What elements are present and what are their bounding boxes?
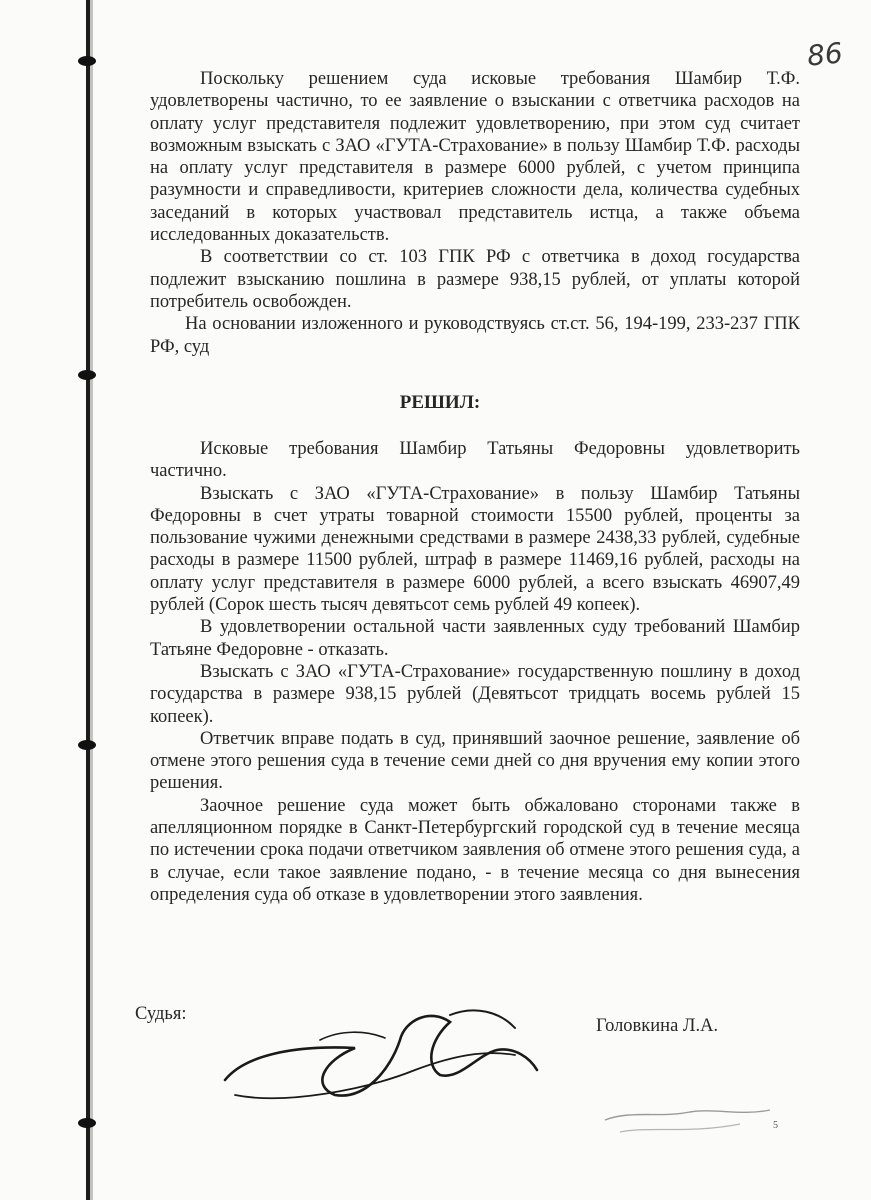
- page-number: 5: [773, 1120, 778, 1131]
- judge-name: Головкина Л.А.: [596, 1016, 719, 1036]
- paragraph: Взыскать с ЗАО «ГУТА-Страхование» государственную пошлину в доход государства в размере 938,15 рублей (Девятьсот тридцать восемь рублей 15 копеек).: [150, 661, 800, 727]
- signature-label: Судья:: [135, 1004, 187, 1024]
- paragraph: На основании изложенного и руководствуясь ст.ст. 56, 194-199, 233-237 ГПК РФ, суд: [150, 314, 800, 357]
- paragraph: Заочное решение суда может быть обжаловано сторонами также в апелляционном порядке в Санкт-Петербургский городской суд в течение месяца по истечении срока подачи ответчиком заявления об отмене этого решения суда, а в случае, если такое заявление подано, - в течение месяца со дня вынесения определения суда об отказе в удовлетворении этого заявления.: [150, 795, 800, 905]
- handwritten-signature: [215, 1000, 545, 1130]
- paragraph: Исковые требования Шамбир Татьяны Федоровны удовлетворить частично.: [150, 439, 800, 482]
- paragraph: Взыскать с ЗАО «ГУТА-Страхование» в пользу Шамбир Татьяны Федоровны в счет утраты товарной стоимости 15500 рублей, проценты за пользование чужими денежными средствами в размере 2438,33 рублей, судебные расходы в размере 11500 рублей, штраф в размере 11469,16 рублей, расходы на оплату услуг представителя в размере 6000 рублей, а всего взыскать 46907,49 рублей (Сорок шесть тысяч девятьсот семь рублей 49 копеек).: [150, 483, 800, 616]
- binding-shadow: [90, 0, 93, 1200]
- text-block-bottom: [150, 438, 800, 906]
- faint-stamp-mark: [600, 1090, 780, 1150]
- binding-hole: [78, 370, 96, 380]
- folio-number: 86: [805, 36, 845, 73]
- paragraph: Поскольку решением суда исковые требования Шамбир Т.Ф. удовлетворены частично, то ее заявление о взыскании с ответчика расходов на оплату услуг представителя подлежит удовлетворению, при этом суд считает возможным взыскать с ЗАО «ГУТА-Страхование» в пользу Шамбир Т.Ф. расходы на оплату услуг представителя в размере 6000 рублей, с учетом принципа разумности и справедливости, критериев сложности дела, количества судебных заседаний в которых участвовал представитель истца, а также объема исследованных доказательств.: [150, 69, 800, 246]
- binding-hole: [78, 740, 96, 750]
- paragraph: Ответчик вправе подать в суд, принявший заочное решение, заявление об отмене этого решения суда в течение семи дней со дня вручения ему копии этого решения.: [150, 728, 800, 794]
- paragraph: В соответствии со ст. 103 ГПК РФ с ответчика в доход государства подлежит взысканию пошлина в размере 938,15 рублей, от уплаты которой потребитель освобожден.: [150, 247, 800, 312]
- decision-heading: РЕШИЛ:: [399, 392, 481, 413]
- binding-hole: [78, 1118, 96, 1128]
- binding-hole: [78, 56, 96, 66]
- paragraph: В удовлетворении остальной части заявленных суду требований Шамбир Татьяне Федоровне - отказать.: [150, 617, 800, 660]
- text-block-top: [150, 68, 800, 358]
